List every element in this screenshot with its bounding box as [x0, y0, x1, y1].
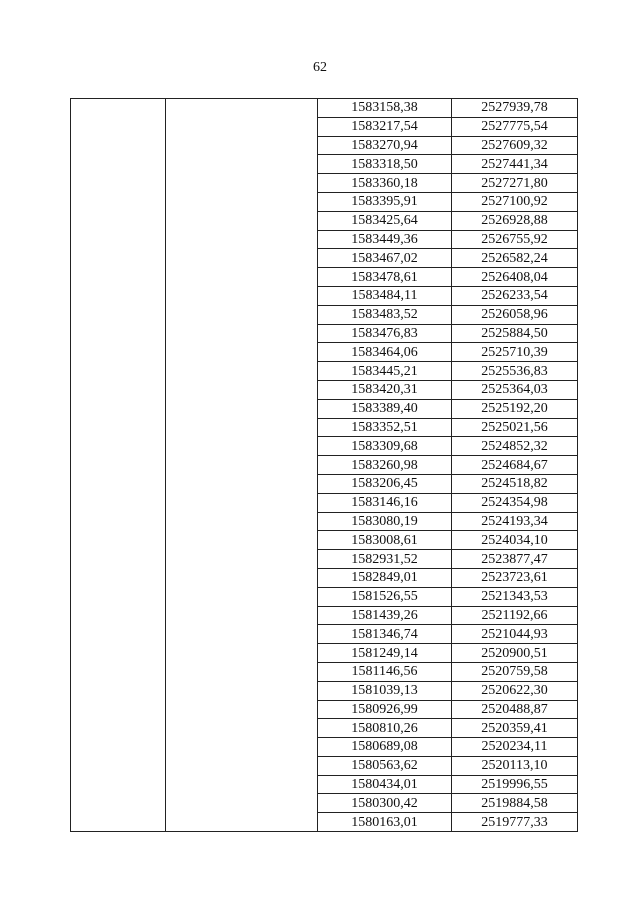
coordinate-y-cell: 2525884,50 [452, 324, 578, 343]
coordinate-x-cell: 1580434,01 [318, 775, 452, 794]
coordinate-y-cell: 2526408,04 [452, 268, 578, 287]
coordinate-x-cell: 1580926,99 [318, 700, 452, 719]
coordinate-x-cell: 1583260,98 [318, 456, 452, 475]
coordinate-x-cell: 1581439,26 [318, 606, 452, 625]
coordinate-x-cell: 1583206,45 [318, 474, 452, 493]
coordinate-x-cell: 1583420,31 [318, 380, 452, 399]
coordinate-y-cell: 2520759,58 [452, 662, 578, 681]
coordinate-y-cell: 2527441,34 [452, 155, 578, 174]
coordinates-table-body [71, 99, 578, 832]
coordinate-x-cell: 1580563,62 [318, 756, 452, 775]
coordinate-y-cell: 2520359,41 [452, 719, 578, 738]
coordinate-x-cell: 1581249,14 [318, 644, 452, 663]
coordinate-x-cell: 1581526,55 [318, 587, 452, 606]
coordinate-y-cell: 2527939,78 [452, 99, 578, 118]
coordinate-y-cell: 2524852,32 [452, 437, 578, 456]
coordinate-y-cell: 2527775,54 [452, 117, 578, 136]
coordinate-y-cell: 2526755,92 [452, 230, 578, 249]
coordinate-x-cell: 1583318,50 [318, 155, 452, 174]
coordinate-y-cell: 2525021,56 [452, 418, 578, 437]
coordinate-x-cell: 1583395,91 [318, 192, 452, 211]
coordinate-y-cell: 2525192,20 [452, 399, 578, 418]
coordinate-y-cell: 2520488,87 [452, 700, 578, 719]
coordinate-y-cell: 2527271,80 [452, 174, 578, 193]
coordinate-x-cell: 1583425,64 [318, 211, 452, 230]
coordinate-y-cell: 2526928,88 [452, 211, 578, 230]
coordinate-x-cell: 1582931,52 [318, 550, 452, 569]
coordinate-x-cell: 1583464,06 [318, 343, 452, 362]
coordinate-x-cell: 1583389,40 [318, 399, 452, 418]
coordinate-x-cell: 1581039,13 [318, 681, 452, 700]
coordinate-x-cell: 1580810,26 [318, 719, 452, 738]
coordinates-table [70, 98, 578, 832]
coordinate-x-cell: 1583478,61 [318, 268, 452, 287]
coordinate-y-cell: 2519996,55 [452, 775, 578, 794]
coordinate-x-cell: 1583360,18 [318, 174, 452, 193]
coordinate-x-cell: 1583483,52 [318, 305, 452, 324]
coordinate-x-cell: 1580300,42 [318, 794, 452, 813]
coordinate-y-cell: 2520900,51 [452, 644, 578, 663]
coordinate-x-cell: 1583008,61 [318, 531, 452, 550]
coordinate-y-cell: 2526582,24 [452, 249, 578, 268]
coordinate-y-cell: 2525710,39 [452, 343, 578, 362]
coordinate-y-cell: 2521044,93 [452, 625, 578, 644]
coordinate-y-cell: 2524193,34 [452, 512, 578, 531]
coordinate-x-cell: 1580689,08 [318, 738, 452, 757]
coordinate-y-cell: 2524354,98 [452, 493, 578, 512]
coordinate-x-cell: 1583484,11 [318, 286, 452, 305]
coordinate-x-cell: 1583449,36 [318, 230, 452, 249]
coordinate-y-cell: 2527609,32 [452, 136, 578, 155]
coordinate-x-cell: 1583467,02 [318, 249, 452, 268]
coordinate-y-cell: 2524034,10 [452, 531, 578, 550]
coordinate-y-cell: 2523723,61 [452, 568, 578, 587]
coordinate-x-cell: 1583445,21 [318, 362, 452, 381]
coordinate-y-cell: 2519884,58 [452, 794, 578, 813]
merged-empty-cell-middle [166, 99, 318, 832]
coordinate-y-cell: 2524518,82 [452, 474, 578, 493]
coordinate-y-cell: 2520113,10 [452, 756, 578, 775]
coordinate-y-cell: 2523877,47 [452, 550, 578, 569]
coordinate-x-cell: 1581346,74 [318, 625, 452, 644]
coordinate-y-cell: 2521343,53 [452, 587, 578, 606]
coordinate-x-cell: 1583080,19 [318, 512, 452, 531]
coordinate-x-cell: 1582849,01 [318, 568, 452, 587]
coordinate-y-cell: 2527100,92 [452, 192, 578, 211]
coordinate-y-cell: 2525536,83 [452, 362, 578, 381]
coordinate-y-cell: 2520622,30 [452, 681, 578, 700]
coordinate-y-cell: 2526233,54 [452, 286, 578, 305]
coordinate-y-cell: 2520234,11 [452, 738, 578, 757]
table-row [71, 99, 578, 118]
merged-empty-cell-left [71, 99, 166, 832]
coordinate-x-cell: 1583270,94 [318, 136, 452, 155]
page-number: 62 [313, 60, 327, 75]
coordinate-x-cell: 1583158,38 [318, 99, 452, 118]
coordinate-y-cell: 2519777,33 [452, 813, 578, 832]
coordinate-x-cell: 1581146,56 [318, 662, 452, 681]
coordinate-x-cell: 1583476,83 [318, 324, 452, 343]
coordinate-y-cell: 2526058,96 [452, 305, 578, 324]
coordinate-x-cell: 1583309,68 [318, 437, 452, 456]
coordinate-y-cell: 2525364,03 [452, 380, 578, 399]
coordinate-x-cell: 1583352,51 [318, 418, 452, 437]
coordinate-y-cell: 2524684,67 [452, 456, 578, 475]
coordinate-x-cell: 1583217,54 [318, 117, 452, 136]
coordinate-x-cell: 1583146,16 [318, 493, 452, 512]
coordinate-y-cell: 2521192,66 [452, 606, 578, 625]
coordinate-x-cell: 1580163,01 [318, 813, 452, 832]
